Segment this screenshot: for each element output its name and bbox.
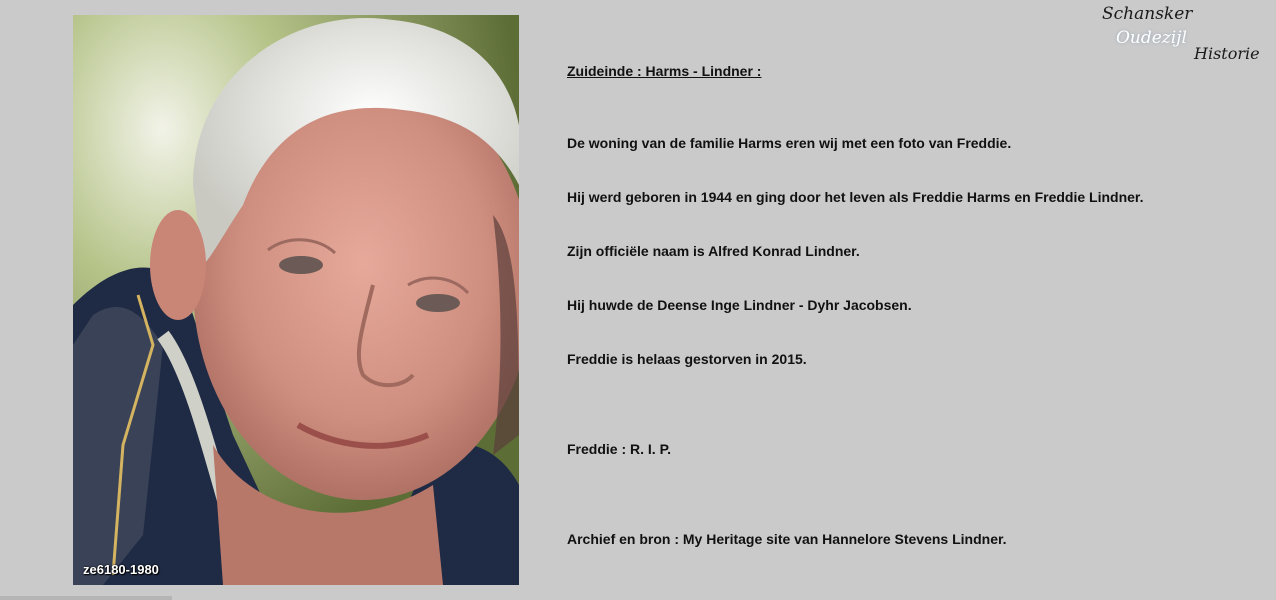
logo-text-oudezijl: Oudezijl: [1116, 28, 1187, 48]
portrait-photo: [73, 15, 519, 585]
article-paragraph: Freddie is helaas gestorven in 2015.: [567, 351, 807, 367]
article-paragraph: Hij huwde de Deense Inge Lindner - Dyhr Jacobsen.: [567, 297, 912, 313]
article-paragraph: Archief en bron : My Heritage site van Hannelore Stevens Lindner.: [567, 531, 1007, 547]
article-paragraph: De woning van de familie Harms eren wij met een foto van Freddie.: [567, 135, 1012, 151]
photo-caption: ze6180-1980: [83, 562, 159, 577]
site-logo[interactable]: [1100, 4, 1270, 66]
article-heading: Zuideinde : Harms - Lindner :: [567, 63, 762, 79]
article-paragraph: Hij werd geboren in 1944 en ging door het leven als Freddie Harms en Freddie Lindner.: [567, 189, 1144, 205]
horizontal-scrollbar[interactable]: [0, 596, 172, 600]
article-paragraph: Freddie : R. I. P.: [567, 441, 671, 457]
logo-text-schansker: Schansker: [1102, 4, 1193, 24]
logo-text-historie: Historie: [1194, 44, 1260, 63]
article-paragraph: Zijn officiële naam is Alfred Konrad Lindner.: [567, 243, 860, 259]
portrait-image: [73, 15, 519, 585]
